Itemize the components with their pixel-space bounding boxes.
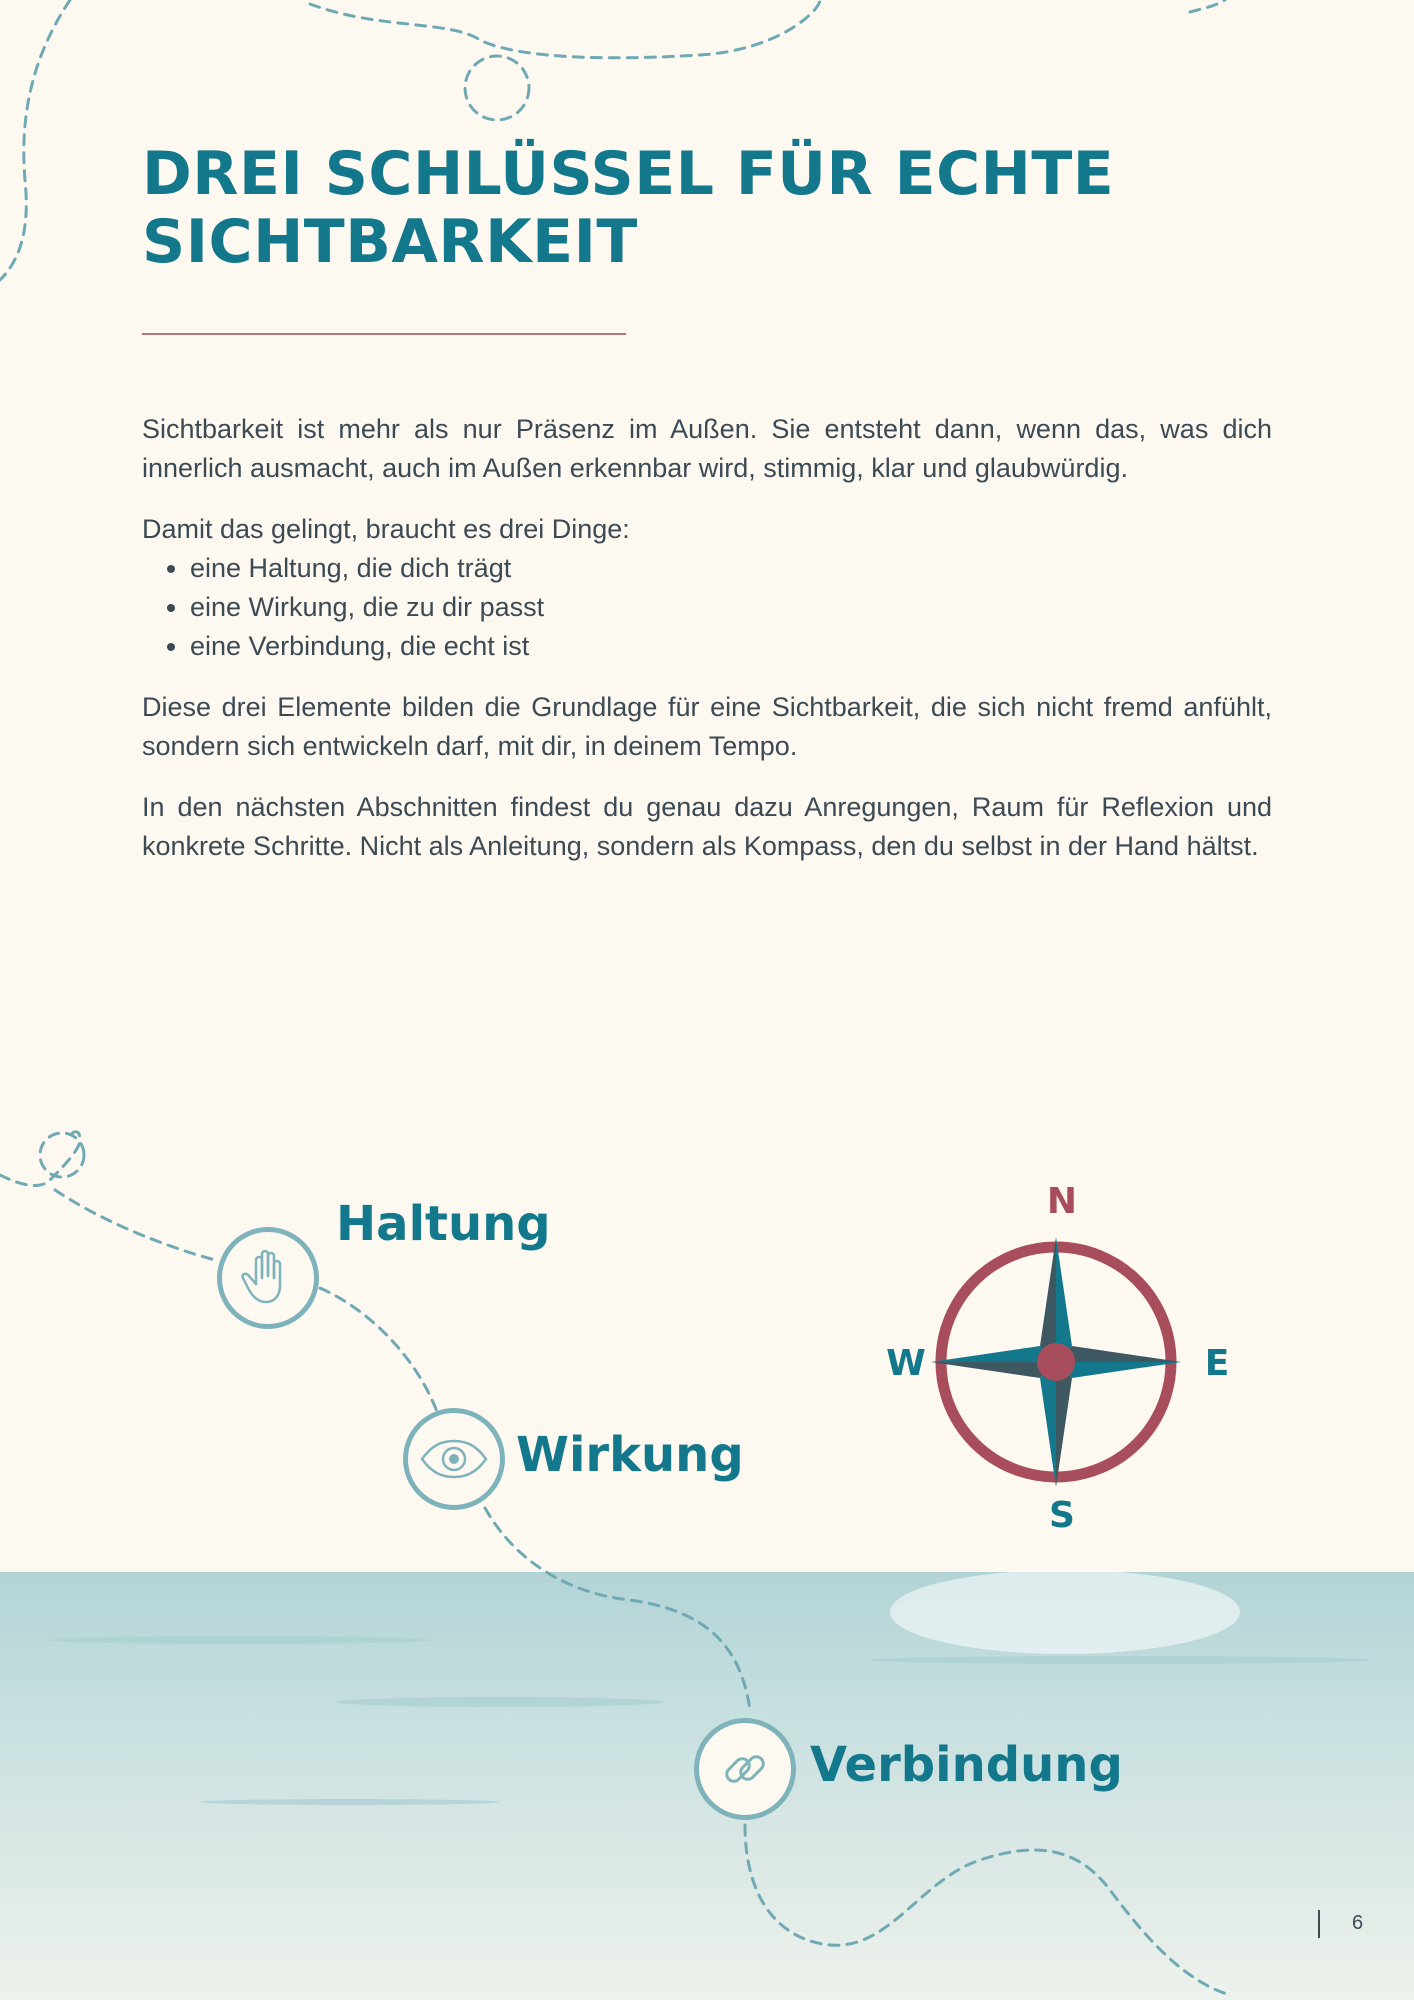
paragraph-next-sections: In den nächsten Abschnitten findest du genau dazu Anregungen, Raum für Reflexion und konkrete Schritte. Nicht als Anleitung, sondern als Kompass, den du selbst in der Hand hältst. <box>142 792 1272 861</box>
key-label-verbindung: Verbindung <box>810 1737 1123 1793</box>
compass-west-label: W <box>886 1343 926 1384</box>
eye-icon <box>408 1413 500 1505</box>
key-label-wirkung: Wirkung <box>516 1427 744 1483</box>
list-item: • eine Verbindung, die echt ist <box>190 627 1272 666</box>
compass-south-label: S <box>1049 1495 1075 1536</box>
bullet-list <box>142 549 1272 666</box>
wirkung-badge <box>403 1408 505 1510</box>
verbindung-badge <box>694 1718 796 1820</box>
compass-north-label: N <box>1046 1181 1078 1222</box>
compass-rose <box>878 1180 1368 1540</box>
link-icon <box>699 1723 791 1815</box>
page-number: 6 <box>1352 1912 1364 1934</box>
list-item: • eine Haltung, die dich trägt <box>190 549 1272 588</box>
paragraph-list-intro: Damit das gelingt, braucht es drei Dinge: <box>142 514 630 544</box>
body-text <box>142 410 1272 888</box>
key-label-haltung: Haltung <box>336 1196 551 1252</box>
list-item: • eine Wirkung, die zu dir passt <box>190 588 1272 627</box>
page-title: DREI SCHLÜSSEL FÜR ECHTE SICHTBARKEIT <box>142 139 1115 277</box>
paragraph-intro: Sichtbarkeit ist mehr als nur Präsenz im Außen. Sie entsteht dann, wenn das, was dich innerlich ausmacht, auch im Außen erkennbar wird, stimmig, klar und glaubwürdig. <box>142 414 1272 483</box>
title-divider <box>142 333 626 335</box>
compass-center <box>1037 1343 1075 1381</box>
page-number-divider <box>1318 1910 1320 1938</box>
paragraph-elements: Diese drei Elemente bilden die Grundlage für eine Sichtbarkeit, die sich nicht fremd anfühlt, sondern sich entwickeln darf, mit dir, in deinem Tempo. <box>142 692 1272 761</box>
compass-east-label: E <box>1204 1343 1230 1384</box>
hand-icon <box>222 1232 314 1324</box>
haltung-badge <box>217 1227 319 1329</box>
